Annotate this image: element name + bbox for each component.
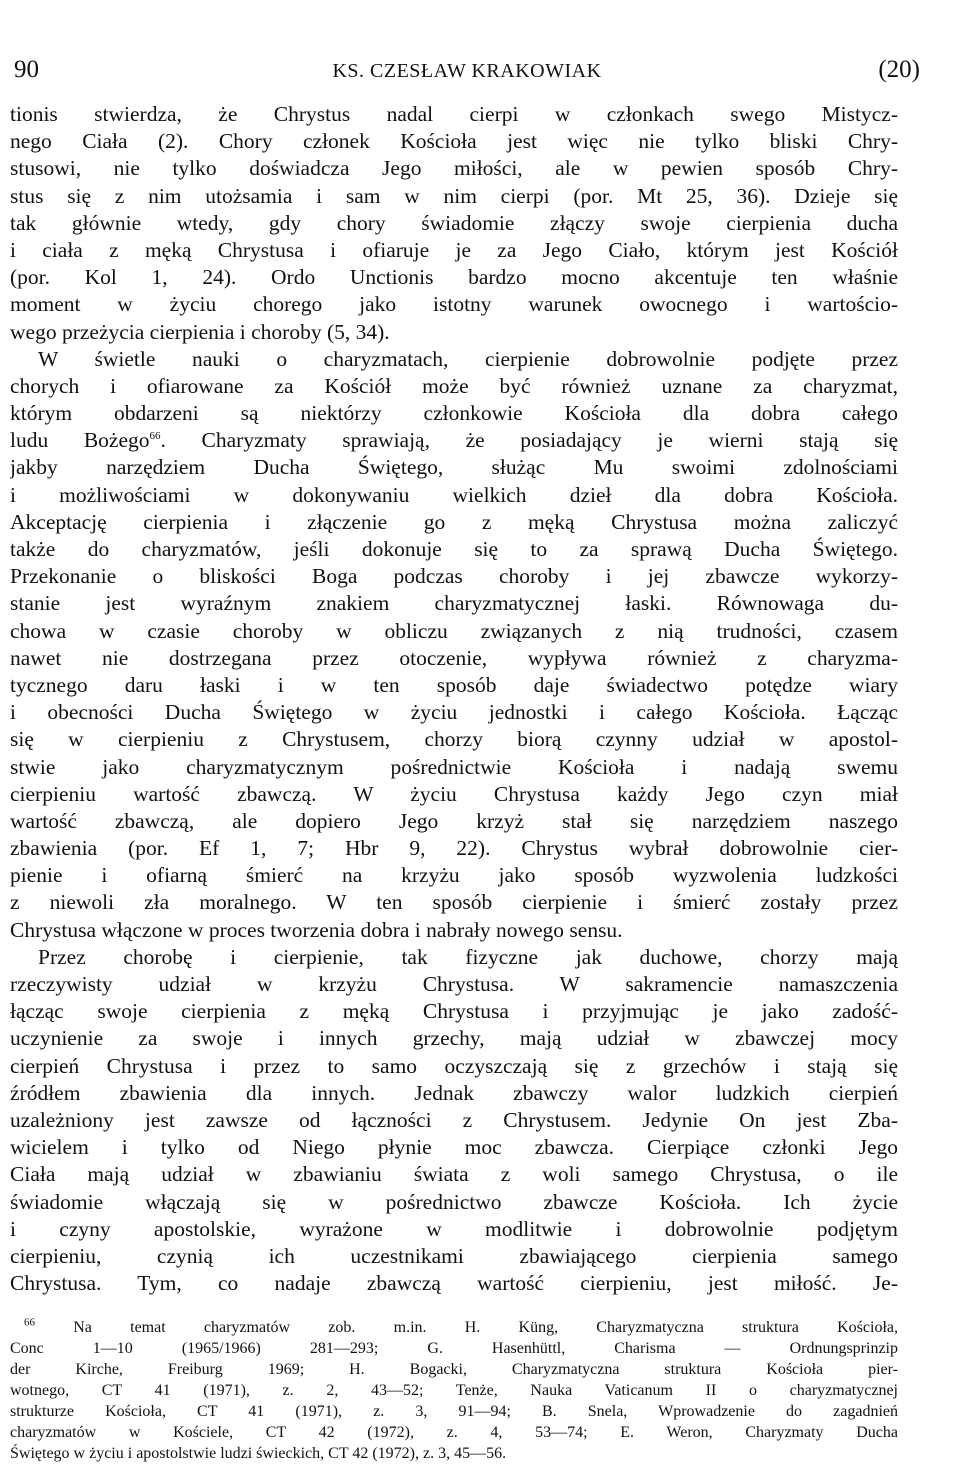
text-fragment: ludu Bożego bbox=[10, 428, 150, 453]
text-line: moment w życiu chorego jako istotny warunek owocnego i wartościo- bbox=[10, 292, 898, 317]
footnote-line: wotnego, CT 41 (1971), z. 2, 43—52; Tenże, Nauka Vaticanum II o charyzmatycznej bbox=[10, 1382, 898, 1399]
text-line: świadomie włączają się w pośrednictwo zbawcze Kościoła. Ich życie bbox=[10, 1189, 898, 1214]
text-line: pienie i ofiarną śmierć na krzyżu jako sposób wyzwolenia ludzkości bbox=[10, 863, 898, 888]
text-line: Przez chorobę i cierpienie, tak fizyczne jak duchowe, chorzy mają bbox=[38, 944, 898, 969]
text-line: stanie jest wyraźnym znakiem charyzmatycznej łaski. Równowaga du- bbox=[10, 591, 898, 616]
text-line: Akceptację cierpienia i złączenie go z męką Chrystusa można zaliczyć bbox=[10, 509, 898, 534]
text-line: zbawienia (por. Ef 1, 7; Hbr 9, 22). Chrystus wybrał dobrowolnie cier- bbox=[10, 836, 898, 861]
footnote-line bbox=[10, 1317, 898, 1338]
footnote-text: Na temat charyzmatów zob. m.in. H. Küng, Charyzmatyczna struktura Kościoła, bbox=[73, 1319, 898, 1336]
text-line-with-footnote bbox=[10, 427, 898, 454]
text-line: stwie jako charyzmatycznym pośrednictwie Kościoła i nadają swemu bbox=[10, 754, 898, 779]
text-line: i obecności Ducha Świętego w życiu jednostki i całego Kościoła. Łącząc bbox=[10, 700, 898, 725]
text-line: rzeczywisty udział w krzyżu Chrystusa. W sakramencie namaszczenia bbox=[10, 972, 898, 996]
text-line: cierpień Chrystusa i przez to samo oczyszczają się z grzechów i stają się bbox=[10, 1053, 898, 1078]
footnote-line: strukturze Kościoła, CT 41 (1971), z. 3, 91—94; B. Snela, Wprowadzenie do zagadnień bbox=[10, 1403, 898, 1420]
text-line: także do charyzmatów, jeśli dokonuje się to za sprawą Ducha Świętego. bbox=[10, 537, 898, 561]
text-line: uczynienie za swoje i innych grzechy, mają udział w zbawczej mocy bbox=[10, 1026, 898, 1051]
section-number: (20) bbox=[878, 56, 920, 83]
text-line: tionis stwierdza, że Chrystus nadal cierpi w członkach swego Mistycz- bbox=[10, 102, 898, 126]
text-line: wego przeżycia cierpienia i choroby (5, 34). bbox=[10, 319, 390, 344]
text-fragment: . Charyzmaty sprawiają, że posiadający je wierni stają się bbox=[160, 428, 898, 453]
running-header bbox=[14, 52, 920, 92]
page-number: 90 bbox=[14, 56, 39, 83]
text-line: i ciała z męką Chrystusa i ofiaruje je za Jego Ciało, którym jest Kościół bbox=[10, 237, 898, 262]
text-line: stusowi, nie tylko doświadcza Jego miłości, ale w pewien sposób Chry- bbox=[10, 156, 898, 181]
text-line: cierpieniu wartość zbawczą. W życiu Chrystusa każdy Jego czyn miał bbox=[10, 781, 898, 806]
text-line: którym obdarzeni są niektórzy członkowie Kościoła dla dobra całego bbox=[10, 401, 898, 426]
footnote-line: Świętego w życiu i apostolstwie ludzi świeckich, CT 42 (1972), z. 3, 45—56. bbox=[10, 1445, 507, 1462]
text-line: uzależniony jest zawsze od łączności z Chrystusem. Jedynie On jest Zba- bbox=[10, 1107, 898, 1132]
text-line: się w cierpieniu z Chrystusem, chorzy biorą czynny udział w apostol- bbox=[10, 727, 898, 752]
footnote-line: charyzmatów w Kościele, CT 42 (1972), z. 4, 53—74; E. Weron, Charyzmaty Ducha bbox=[10, 1424, 898, 1441]
text-line: (por. Kol 1, 24). Ordo Unctionis bardzo mocno akcentuje ten właśnie bbox=[10, 265, 898, 290]
text-line: i możliwościami w dokonywaniu wielkich dzieł dla dobra Kościoła. bbox=[10, 482, 898, 507]
text-line: Przekonanie o bliskości Boga podczas choroby i jej zbawcze wykorzy- bbox=[10, 564, 898, 589]
text-line: tycznego daru łaski i w ten sposób daje świadectwo potędze wiary bbox=[10, 672, 898, 697]
text-line: W świetle nauki o charyzmatach, cierpienie dobrowolnie podjęte przez bbox=[38, 346, 898, 371]
footnote-reference: 66 bbox=[149, 430, 161, 443]
text-line: Chrystusa włączone w proces tworzenia dobra i nabrały nowego sensu. bbox=[10, 917, 623, 942]
text-line: jakby narzędziem Ducha Świętego, służąc Mu swoimi zdolnościami bbox=[10, 455, 898, 480]
text-line: nawet nie dostrzegana przez otoczenie, wypływa również z charyzma- bbox=[10, 645, 898, 670]
body-text bbox=[10, 101, 898, 1297]
text-line: wicielem i tylko od Niego płynie moc zbawcza. Cierpiące członki Jego bbox=[10, 1135, 898, 1160]
footnote-line: Conc 1—10 (1965/1966) 281—293; G. Hasenhüttl, Charisma — Ordnungsprinzip bbox=[10, 1340, 898, 1357]
text-line: nego Ciała (2). Chory członek Kościoła jest więc nie tylko bliski Chry- bbox=[10, 129, 898, 154]
text-line: wartość zbawczą, ale dopiero Jego krzyż stał się narzędziem naszego bbox=[10, 808, 898, 833]
text-line: stus się z nim utożsamia i sam w nim cierpi (por. Mt 25, 36). Dzieje się bbox=[10, 183, 898, 208]
text-line: Ciała mają udział w zbawianiu świata z woli samego Chrystusa, o ile bbox=[10, 1162, 898, 1187]
text-line: chorych i ofiarowane za Kościół może być również uznane za charyzmat, bbox=[10, 373, 898, 398]
footnote-marker: 66 bbox=[24, 1317, 35, 1329]
text-line: Chrystusa. Tym, co nadaje zbawczą wartość cierpieniu, jest miłość. Je- bbox=[10, 1271, 898, 1296]
footnotes bbox=[10, 1317, 898, 1464]
text-line: i czyny apostolskie, wyrażone w modlitwie i dobrowolnie podjętym bbox=[10, 1216, 898, 1241]
running-title: KS. CZESŁAW KRAKOWIAK bbox=[332, 60, 602, 82]
footnote-line: der Kirche, Freiburg 1969; H. Bogacki, Charyzmatyczna struktura Kościoła pier- bbox=[10, 1361, 898, 1378]
text-line: chowa w czasie choroby w obliczu związanych z nią trudności, czasem bbox=[10, 618, 898, 643]
text-line: łącząc swoje cierpienia z męką Chrystusa i przyjmując je jako zadość- bbox=[10, 999, 898, 1024]
text-line: z niewoli zła moralnego. W ten sposób cierpienie i śmierć zostały przez bbox=[10, 890, 898, 915]
text-line: cierpieniu, czynią ich uczestnikami zbawiającego cierpienia samego bbox=[10, 1243, 898, 1268]
text-line: źródłem zbawienia dla innych. Jednak zbawczy walor ludzkich cierpień bbox=[10, 1080, 898, 1105]
text-line: tak głównie wtedy, gdy chory świadomie złączy swoje cierpienia ducha bbox=[10, 210, 898, 235]
